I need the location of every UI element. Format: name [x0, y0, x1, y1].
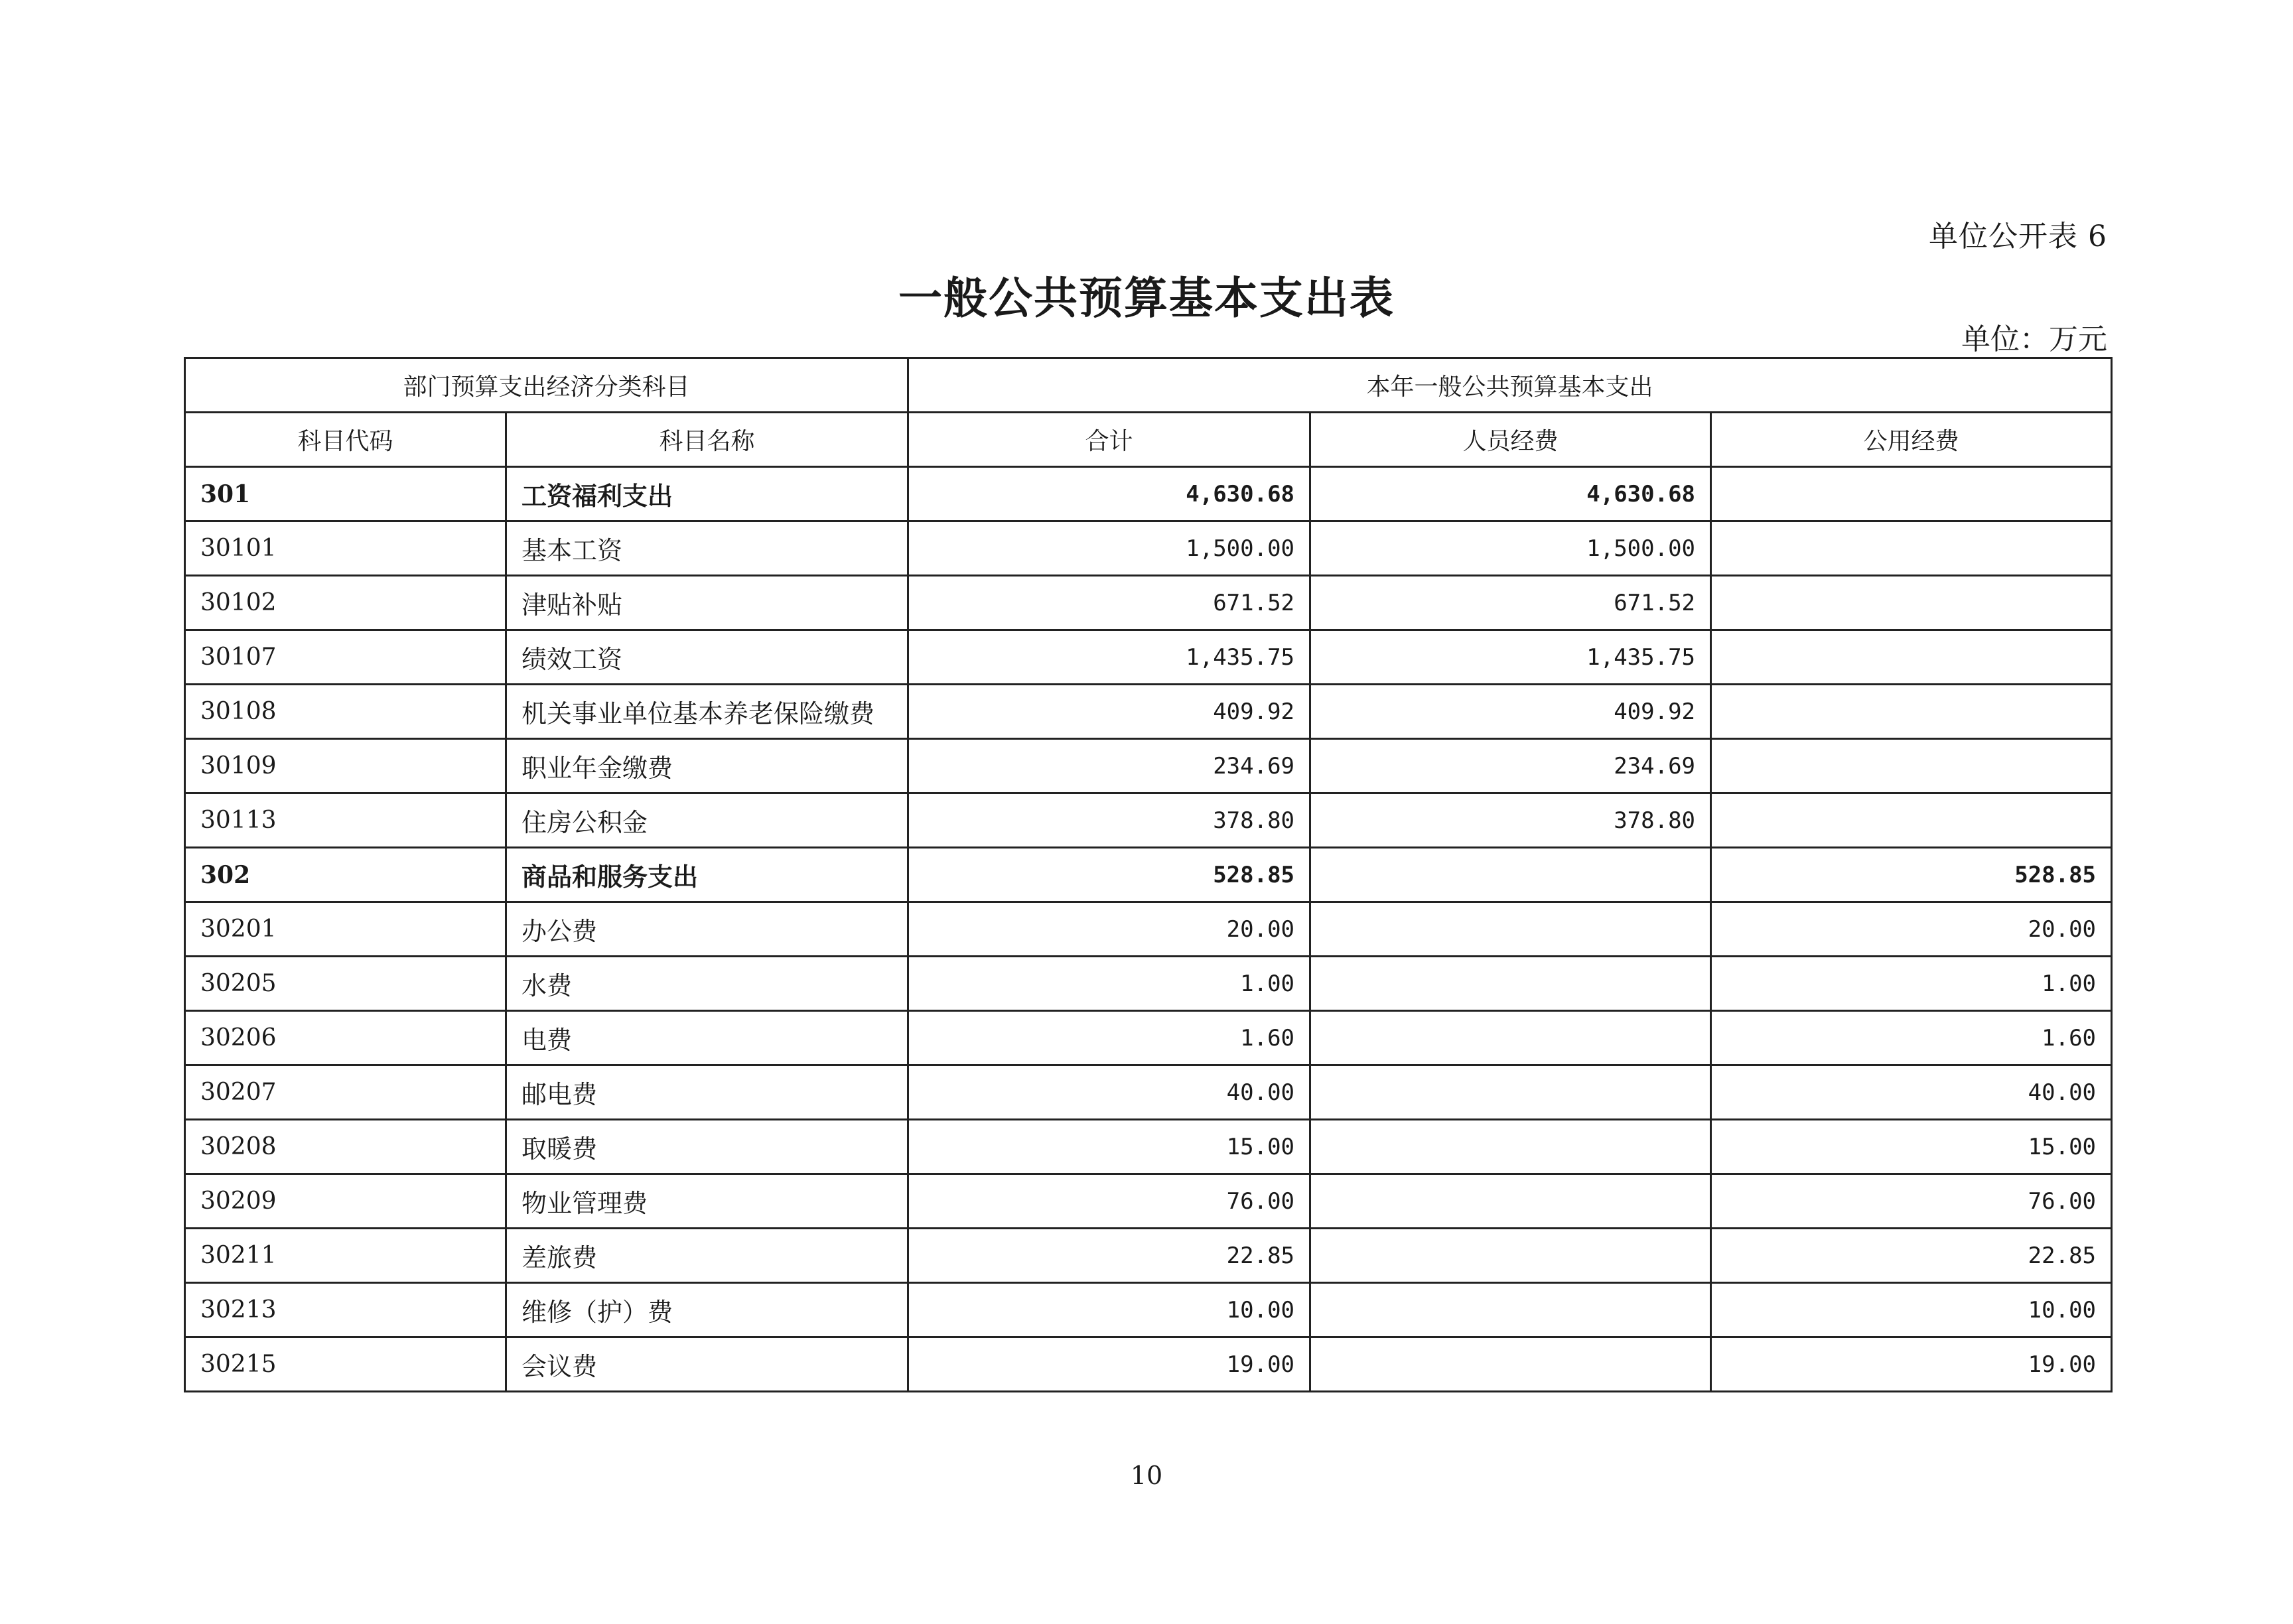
cell-personnel: 4,630.68: [1310, 467, 1711, 521]
cell-code: 30211: [185, 1229, 506, 1283]
cell-total: 20.00: [908, 902, 1310, 957]
table-row: [185, 1337, 2112, 1392]
cell-personnel: [1310, 1283, 1711, 1337]
cell-public: 10.00: [1711, 1283, 2112, 1337]
table-row: [185, 1065, 2112, 1120]
table-row: [185, 957, 2112, 1011]
cell-code: 30209: [185, 1174, 506, 1229]
cell-code: 30101: [185, 521, 506, 576]
cell-code: 30205: [185, 957, 506, 1011]
cell-total: 1.00: [908, 957, 1310, 1011]
cell-code: 30107: [185, 630, 506, 685]
cell-code: 301: [185, 467, 506, 521]
cell-code: 30201: [185, 902, 506, 957]
cell-public: [1711, 467, 2112, 521]
cell-total: 10.00: [908, 1283, 1310, 1337]
cell-public: [1711, 630, 2112, 685]
cell-name: 电费: [506, 1011, 908, 1065]
group-header-right: 本年一般公共预算基本支出: [908, 358, 2112, 413]
cell-public: 19.00: [1711, 1337, 2112, 1392]
budget-table: [184, 357, 2113, 1392]
cell-public: [1711, 576, 2112, 630]
cell-total: 15.00: [908, 1120, 1310, 1174]
cell-name: 水费: [506, 957, 908, 1011]
cell-personnel: 409.92: [1310, 685, 1711, 739]
table-row: [185, 576, 2112, 630]
cell-name: 取暖费: [506, 1120, 908, 1174]
table-row: [185, 1229, 2112, 1283]
cell-total: 40.00: [908, 1065, 1310, 1120]
cell-total: 22.85: [908, 1229, 1310, 1283]
cell-public: 20.00: [1711, 902, 2112, 957]
column-header-name: 科目名称: [506, 413, 908, 467]
cell-code: 30113: [185, 793, 506, 848]
cell-total: 1,500.00: [908, 521, 1310, 576]
cell-public: 528.85: [1711, 848, 2112, 902]
table-row: [185, 1283, 2112, 1337]
table-column-header-row: [185, 413, 2112, 467]
table-row: [185, 630, 2112, 685]
cell-total: 19.00: [908, 1337, 1310, 1392]
cell-public: [1711, 793, 2112, 848]
cell-personnel: [1310, 848, 1711, 902]
cell-name: 办公费: [506, 902, 908, 957]
cell-name: 物业管理费: [506, 1174, 908, 1229]
cell-name: 职业年金缴费: [506, 739, 908, 793]
group-header-left: 部门预算支出经济分类科目: [185, 358, 908, 413]
cell-total: 1.60: [908, 1011, 1310, 1065]
cell-code: 30206: [185, 1011, 506, 1065]
cell-personnel: [1310, 902, 1711, 957]
table-row: [185, 1174, 2112, 1229]
table-row: [185, 1120, 2112, 1174]
cell-public: [1711, 521, 2112, 576]
cell-name: 绩效工资: [506, 630, 908, 685]
cell-name: 商品和服务支出: [506, 848, 908, 902]
cell-code: 30208: [185, 1120, 506, 1174]
table-row: [185, 902, 2112, 957]
cell-personnel: [1310, 1065, 1711, 1120]
cell-name: 基本工资: [506, 521, 908, 576]
column-header-public: 公用经费: [1711, 413, 2112, 467]
cell-personnel: [1310, 1011, 1711, 1065]
unit-label: 单位：万元: [1961, 322, 2107, 356]
table-row: [185, 1011, 2112, 1065]
cell-code: 30207: [185, 1065, 506, 1120]
cell-name: 差旅费: [506, 1229, 908, 1283]
cell-public: 1.00: [1711, 957, 2112, 1011]
page-number: 10: [1130, 1461, 1163, 1490]
cell-personnel: 1,500.00: [1310, 521, 1711, 576]
table-number-label: 单位公开表 6: [1929, 220, 2107, 253]
cell-public: 15.00: [1711, 1120, 2112, 1174]
cell-name: 机关事业单位基本养老保险缴费: [506, 685, 908, 739]
table-row: [185, 793, 2112, 848]
cell-total: 409.92: [908, 685, 1310, 739]
cell-public: 1.60: [1711, 1011, 2112, 1065]
cell-personnel: [1310, 957, 1711, 1011]
cell-personnel: [1310, 1174, 1711, 1229]
table-row: [185, 848, 2112, 902]
cell-personnel: [1310, 1120, 1711, 1174]
cell-code: 30108: [185, 685, 506, 739]
table-row: [185, 739, 2112, 793]
table-row: [185, 467, 2112, 521]
table-row: [185, 685, 2112, 739]
cell-public: 76.00: [1711, 1174, 2112, 1229]
cell-personnel: 1,435.75: [1310, 630, 1711, 685]
cell-total: 671.52: [908, 576, 1310, 630]
cell-code: 302: [185, 848, 506, 902]
cell-public: 22.85: [1711, 1229, 2112, 1283]
cell-total: 234.69: [908, 739, 1310, 793]
cell-code: 30215: [185, 1337, 506, 1392]
cell-personnel: 671.52: [1310, 576, 1711, 630]
cell-code: 30102: [185, 576, 506, 630]
cell-name: 维修（护）费: [506, 1283, 908, 1337]
cell-name: 住房公积金: [506, 793, 908, 848]
cell-public: 40.00: [1711, 1065, 2112, 1120]
cell-name: 邮电费: [506, 1065, 908, 1120]
cell-total: 378.80: [908, 793, 1310, 848]
page-title: 一般公共预算基本支出表: [898, 272, 1395, 324]
cell-personnel: [1310, 1229, 1711, 1283]
cell-personnel: [1310, 1337, 1711, 1392]
table-row: [185, 521, 2112, 576]
column-header-total: 合计: [908, 413, 1310, 467]
column-header-personnel: 人员经费: [1310, 413, 1711, 467]
cell-public: [1711, 739, 2112, 793]
cell-name: 津贴补贴: [506, 576, 908, 630]
cell-total: 528.85: [908, 848, 1310, 902]
cell-total: 76.00: [908, 1174, 1310, 1229]
column-header-code: 科目代码: [185, 413, 506, 467]
cell-name: 工资福利支出: [506, 467, 908, 521]
table-group-header-row: [185, 358, 2112, 413]
cell-total: 4,630.68: [908, 467, 1310, 521]
cell-personnel: 234.69: [1310, 739, 1711, 793]
cell-personnel: 378.80: [1310, 793, 1711, 848]
cell-code: 30213: [185, 1283, 506, 1337]
cell-name: 会议费: [506, 1337, 908, 1392]
cell-code: 30109: [185, 739, 506, 793]
cell-total: 1,435.75: [908, 630, 1310, 685]
cell-public: [1711, 685, 2112, 739]
